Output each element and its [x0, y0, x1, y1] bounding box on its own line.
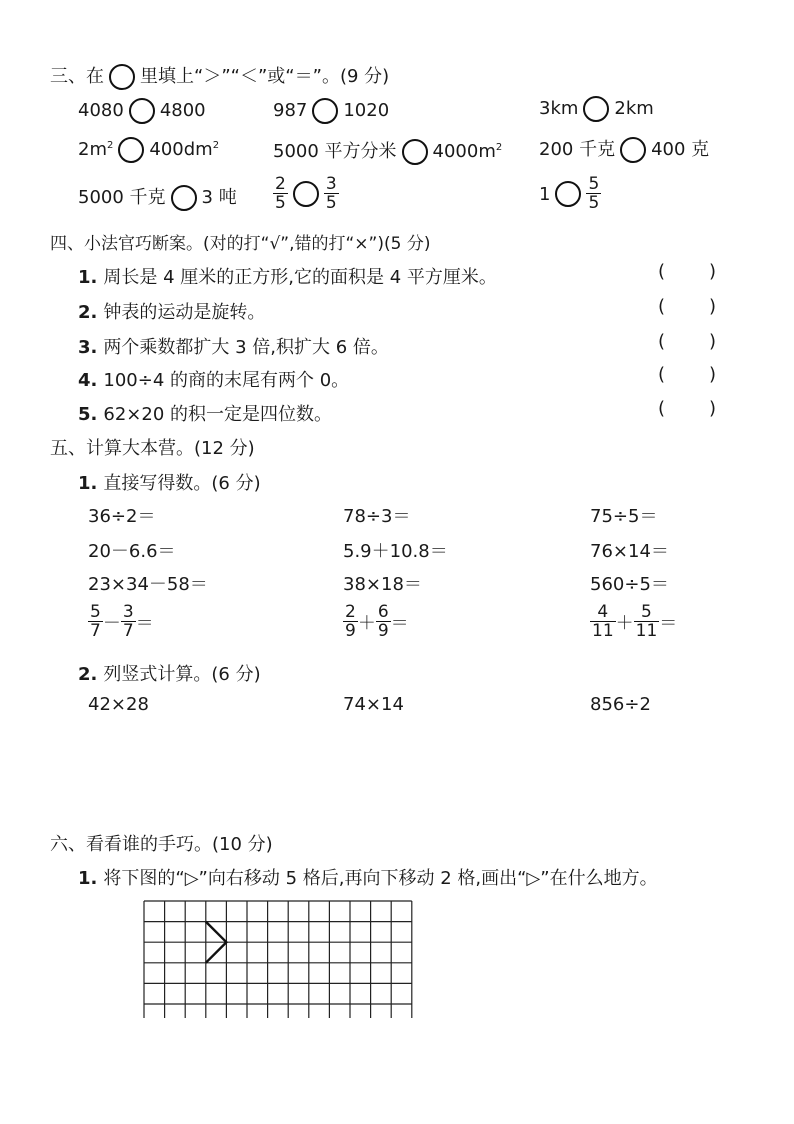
answer-circle[interactable]	[402, 139, 428, 165]
subquestion-title: 1. 将下图的“▷”向右移动 5 格后,再向下移动 2 格,画出“▷”在什么地方。	[78, 868, 658, 889]
answer-parens[interactable]: ( )	[658, 296, 716, 317]
compare-item: 200 千克 400 克	[539, 135, 709, 163]
calc-item: 38×18＝	[343, 574, 422, 595]
answer-circle[interactable]	[555, 181, 581, 207]
fraction: $\frac{3}{5}$	[325, 174, 337, 213]
answer-parens[interactable]: ( )	[658, 364, 716, 385]
judge-item: 3. 两个乘数都扩大 3 倍,积扩大 6 倍。	[78, 337, 389, 358]
judge-item: 2. 钟表的运动是旋转。	[78, 302, 266, 323]
compare-item: 1 $\frac{5}{5}$	[539, 174, 600, 213]
judge-item: 5. 62×20 的积一定是四位数。	[78, 404, 332, 425]
answer-circle[interactable]	[171, 185, 197, 211]
subquestion-title: 2. 列竖式计算。(6 分)	[78, 664, 261, 685]
answer-circle[interactable]	[312, 98, 338, 124]
fraction: $\frac{5}{5}$	[588, 174, 600, 213]
compare-item: 3km 2km	[539, 96, 654, 122]
section-5-title: 五、计算大本营。(12 分)	[50, 438, 255, 459]
section-6-title: 六、看看谁的手巧。(10 分)	[50, 834, 273, 855]
compare-item: 5000 千克 3 吨	[78, 183, 237, 211]
answer-parens[interactable]: ( )	[658, 261, 716, 282]
answer-circle[interactable]	[620, 137, 646, 163]
fraction-calc-item: $\frac{4}{11}$ ＋ $\frac{5}{11}$ ＝	[592, 602, 678, 641]
calc-item: 36÷2＝	[88, 506, 156, 527]
section-4-title: 四、小法官巧断案。(对的打“√”,错的打“×”)(5 分)	[50, 234, 431, 254]
compare-item: 987 1020	[273, 98, 389, 124]
compare-circle-icon	[109, 64, 135, 90]
calc-item: 560÷5＝	[590, 574, 669, 595]
judge-item: 1. 周长是 4 厘米的正方形,它的面积是 4 平方厘米。	[78, 267, 497, 288]
fraction-calc-item: $\frac{5}{7}$ － $\frac{3}{7}$ ＝	[90, 602, 154, 641]
answer-circle[interactable]	[583, 96, 609, 122]
vertical-calc-item: 74×14	[343, 694, 404, 715]
compare-item	[273, 176, 339, 212]
calc-item: 75÷5＝	[590, 506, 658, 527]
answer-parens[interactable]: ( )	[658, 398, 716, 419]
compare-item: 4080 4800	[78, 98, 206, 124]
subquestion-title: 1. 直接写得数。(6 分)	[78, 473, 261, 494]
section-3-title: 三、在 里填上“＞”“＜”或“＝”。(9 分)	[50, 62, 389, 90]
calc-item: 5.9＋10.8＝	[343, 541, 448, 562]
answer-circle[interactable]	[118, 137, 144, 163]
fraction-calc-item: $\frac{2}{9}$ ＋ $\frac{6}{9}$ ＝	[345, 602, 409, 641]
vertical-calc-item: 856÷2	[590, 694, 651, 715]
answer-parens[interactable]: ( )	[658, 331, 716, 352]
calc-item: 20－6.6＝	[88, 541, 176, 562]
vertical-calc-item: 42×28	[88, 694, 149, 715]
answer-circle[interactable]	[129, 98, 155, 124]
compare-item: $2m^2$ $400dm^2$	[78, 137, 219, 163]
calc-item: 78÷3＝	[343, 506, 411, 527]
fraction: $\frac{2}{5}$	[275, 174, 286, 213]
calc-item: 23×34－58＝	[88, 574, 208, 595]
calc-item: 76×14＝	[590, 541, 669, 562]
answer-circle[interactable]	[293, 181, 319, 207]
square-grid[interactable]	[143, 900, 413, 1018]
compare-item: 5000 平方分米 $4000m^2$	[273, 137, 502, 165]
judge-item: 4. 100÷4 的商的末尾有两个 0。	[78, 370, 350, 391]
